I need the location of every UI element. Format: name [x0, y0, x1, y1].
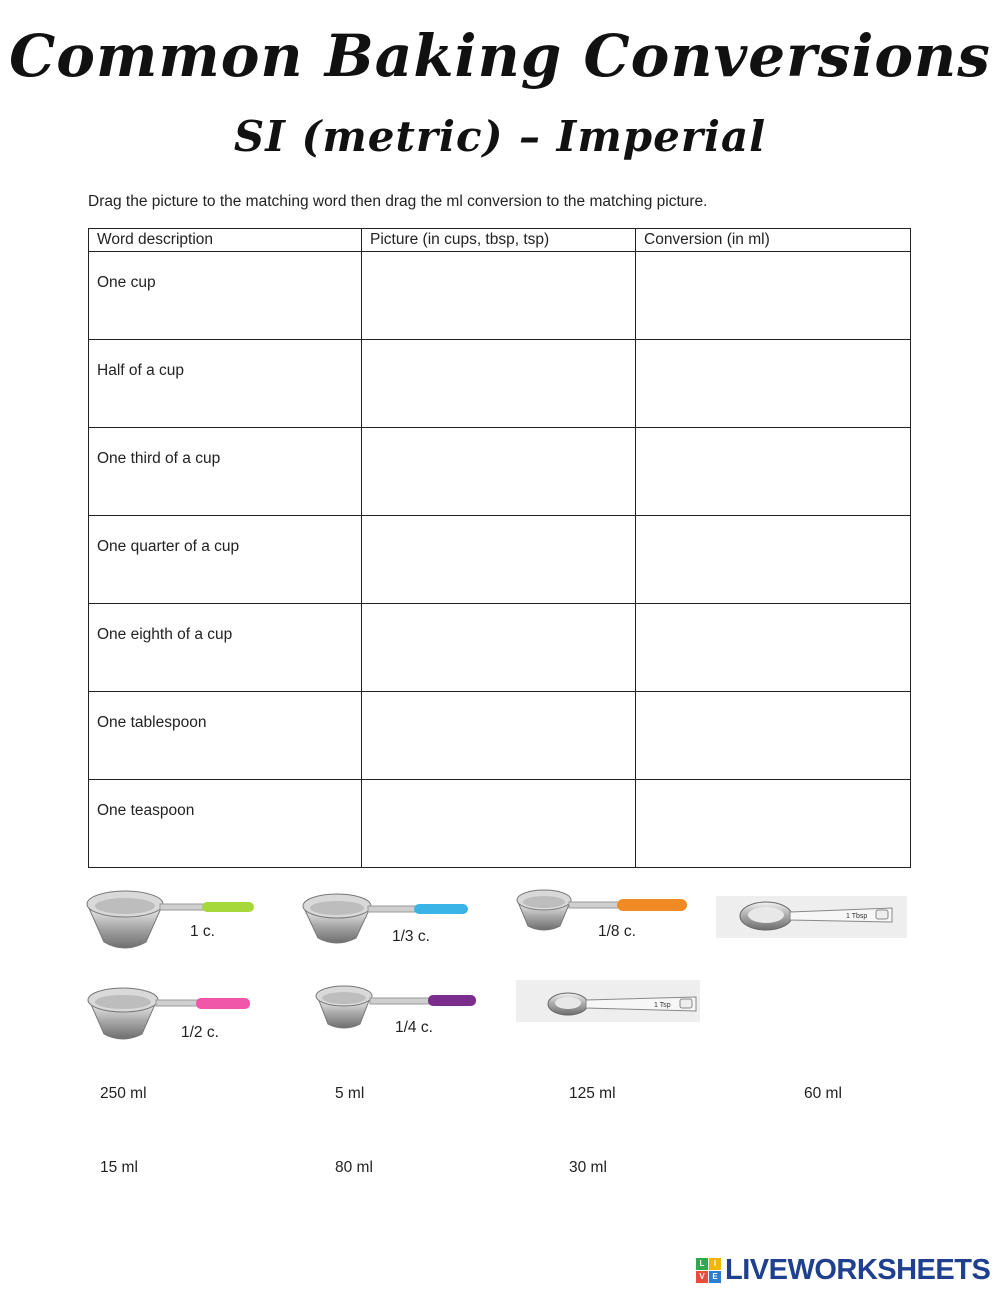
conversion-drop-zone[interactable]: [636, 428, 911, 516]
page-title: Common Baking Conversions: [9, 22, 991, 90]
conversion-drop-zone[interactable]: [636, 252, 911, 340]
table-row: [89, 780, 911, 868]
table-row: [89, 516, 911, 604]
measuring-cup-icon: [84, 882, 259, 957]
header-picture: Picture (in cups, tbsp, tsp): [362, 229, 636, 252]
table-row: [89, 428, 911, 516]
word-cell: One third of a cup: [89, 428, 362, 516]
table-row: [89, 252, 911, 340]
word-cell: Half of a cup: [89, 340, 362, 428]
conversion-drop-zone[interactable]: [636, 692, 911, 780]
picture-drop-zone[interactable]: [362, 428, 636, 516]
table-row: [89, 340, 911, 428]
conversion-option[interactable]: 15 ml: [100, 1159, 138, 1176]
spoon-engraving: 1 Tsp: [654, 1002, 671, 1009]
picture-tile-quarter-cup[interactable]: [304, 980, 479, 1040]
liveworksheets-logo: [696, 1254, 990, 1286]
conversion-option[interactable]: 80 ml: [335, 1159, 373, 1176]
measuring-cup-icon: [84, 980, 259, 1050]
logo-block: I: [709, 1258, 721, 1270]
word-cell: One quarter of a cup: [89, 516, 362, 604]
picture-tile-half-cup[interactable]: [84, 980, 259, 1050]
instructions: Drag the picture to the matching word then drag the ml conversion to the matching picture.: [88, 193, 708, 210]
picture-label: 1/2 c.: [181, 1024, 219, 1041]
logo-blocks-icon: [696, 1258, 721, 1283]
matching-table: [88, 228, 911, 868]
table-row: [89, 604, 911, 692]
word-cell: One tablespoon: [89, 692, 362, 780]
logo-block: V: [696, 1271, 708, 1283]
picture-tile-teaspoon[interactable]: [516, 980, 700, 1022]
conversion-drop-zone[interactable]: [636, 604, 911, 692]
picture-drop-zone[interactable]: [362, 252, 636, 340]
picture-drop-zone[interactable]: [362, 692, 636, 780]
word-cell: One cup: [89, 252, 362, 340]
page-subtitle: SI (metric) – Imperial: [233, 112, 767, 161]
conversion-option[interactable]: 60 ml: [804, 1085, 842, 1102]
conversion-drop-zone[interactable]: [636, 340, 911, 428]
logo-block: E: [709, 1271, 721, 1283]
picture-tile-tablespoon[interactable]: [716, 896, 907, 938]
conversion-drop-zone[interactable]: [636, 516, 911, 604]
picture-label: 1/8 c.: [598, 923, 636, 940]
table-header-row: [89, 229, 911, 252]
logo-block: L: [696, 1258, 708, 1270]
conversion-drop-zone[interactable]: [636, 780, 911, 868]
conversion-option[interactable]: 30 ml: [569, 1159, 607, 1176]
spoon-engraving: 1 Tbsp: [846, 913, 868, 920]
picture-drop-zone[interactable]: [362, 604, 636, 692]
picture-drop-zone[interactable]: [362, 340, 636, 428]
measuring-spoon-icon: [716, 896, 907, 938]
picture-label: 1/4 c.: [395, 1019, 433, 1036]
picture-drop-zone[interactable]: [362, 516, 636, 604]
conversion-option[interactable]: 250 ml: [100, 1085, 147, 1102]
measuring-spoon-icon: [516, 980, 700, 1022]
measuring-cup-icon: [304, 980, 479, 1040]
word-cell: One eighth of a cup: [89, 604, 362, 692]
picture-tile-1-cup[interactable]: [84, 882, 259, 957]
header-word-description: Word description: [89, 229, 362, 252]
logo-text: LIVEWORKSHEETS: [725, 1253, 991, 1286]
picture-drop-zone[interactable]: [362, 780, 636, 868]
conversion-option[interactable]: 5 ml: [335, 1085, 365, 1102]
picture-label: 1 c.: [190, 923, 215, 940]
measuring-cup-icon: [300, 886, 475, 956]
picture-label: 1/3 c.: [392, 928, 430, 945]
conversion-option[interactable]: 125 ml: [569, 1085, 616, 1102]
table-row: [89, 692, 911, 780]
picture-tile-third-cup[interactable]: [300, 886, 475, 956]
header-conversion: Conversion (in ml): [636, 229, 911, 252]
word-cell: One teaspoon: [89, 780, 362, 868]
